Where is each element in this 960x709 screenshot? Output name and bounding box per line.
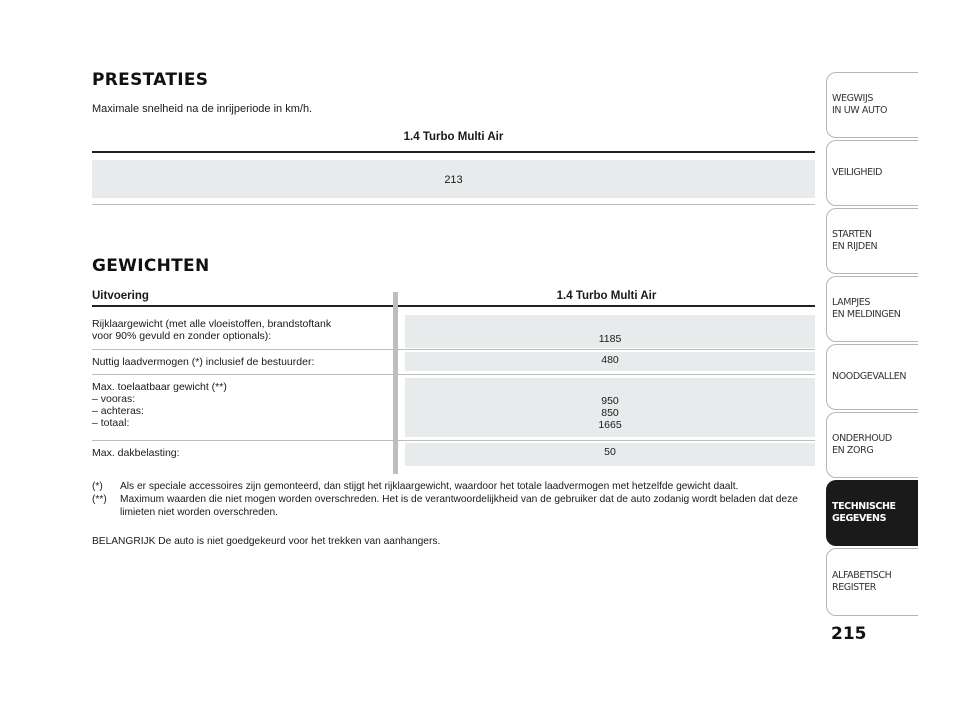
tab-alfabetisch[interactable]: [826, 548, 918, 616]
row-divider: [92, 374, 815, 375]
footnote: [92, 494, 817, 519]
tab-lampjes[interactable]: [826, 276, 918, 342]
tab-technische-gegevens[interactable]: [826, 480, 918, 546]
table-row-label: Max. dakbelasting:: [92, 447, 180, 459]
tab-label: LAMPJES EN MELDINGEN: [832, 297, 901, 320]
table-row-value: 480: [601, 354, 619, 366]
prestaties-max-speed-value: 213: [444, 174, 463, 186]
prestaties-title: PRESTATIES: [92, 70, 209, 90]
table-row-label: Nuttig laadvermogen (*) inclusief de bestuurder:: [92, 356, 315, 368]
table-row-label: Max. toelaatbaar gewicht (**) – vooras: – achteras: – totaal:: [92, 381, 227, 429]
column-divider: [393, 292, 398, 474]
tab-starten[interactable]: [826, 208, 918, 274]
table-row-label: Rijklaargewicht (met alle vloeistoffen, brandstoftank voor 90% gevuld en zonder optionals):: [92, 318, 332, 342]
tab-veiligheid[interactable]: [826, 140, 918, 206]
tab-label: STARTEN EN RIJDEN: [832, 229, 878, 252]
table-row-value: 950 850 1665: [598, 395, 622, 431]
column-header-uitvoering: Uitvoering: [92, 290, 149, 302]
table-row-value: 50: [604, 446, 616, 458]
tab-wegwijs[interactable]: [826, 72, 918, 138]
tab-label: WEGWIJS IN UW AUTO: [832, 93, 888, 116]
important-note: BELANGRIJK De auto is niet goedgekeurd voor het trekken van aanhangers.: [92, 536, 441, 547]
row-divider: [92, 349, 815, 350]
gewichten-header-rule: [92, 305, 815, 307]
column-header-model: 1.4 Turbo Multi Air: [556, 290, 657, 302]
tab-label: NOODGEVALLEN: [832, 371, 907, 382]
footnote: [92, 481, 817, 494]
footnote-text: Maximum waarden die niet mogen worden overschreden. Het is de verantwoordelijkheid van de gebruiker dat de auto zodanig wordt beladen dat deze limieten niet worden overschreden.: [120, 494, 798, 518]
footnote-text: Als er speciale accessoires zijn gemonteerd, dan stijgt het rijklaargewicht, waardoor het totale laadvermogen met hetzelfde gewicht daalt.: [120, 481, 739, 492]
prestaties-description: Maximale snelheid na de inrijperiode in km/h.: [92, 103, 313, 115]
prestaties-bottom-rule: [92, 204, 815, 205]
table-row-value: 1185: [598, 333, 622, 345]
footnote-mark: (*): [92, 481, 103, 492]
tab-label: VEILIGHEID: [832, 167, 883, 178]
page-number: 215: [831, 624, 867, 644]
row-divider: [92, 440, 815, 441]
tab-onderhoud[interactable]: [826, 412, 918, 478]
tab-label: ALFABETISCH REGISTER: [832, 570, 892, 593]
gewichten-title: GEWICHTEN: [92, 256, 210, 276]
tab-label: TECHNISCHE GEGEVENS: [832, 501, 896, 524]
tab-label: ONDERHOUD EN ZORG: [832, 433, 892, 456]
prestaties-header-rule: [92, 151, 815, 153]
tab-noodgevallen[interactable]: [826, 344, 918, 410]
prestaties-model-header: 1.4 Turbo Multi Air: [403, 131, 504, 143]
footnote-mark: (**): [92, 494, 107, 505]
